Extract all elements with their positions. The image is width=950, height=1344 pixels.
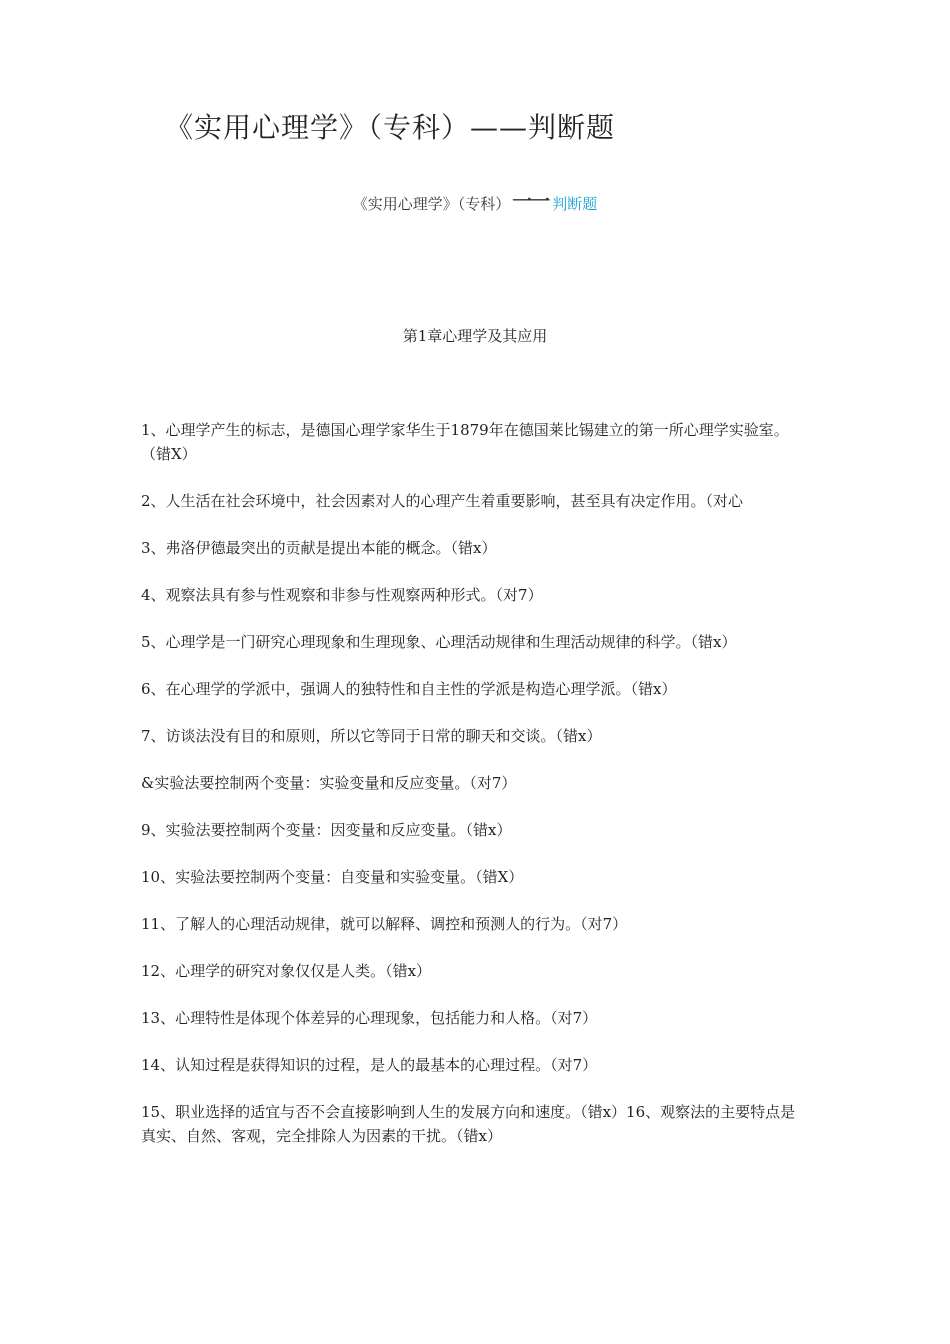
question-item: 9、实验法要控制两个变量：因变量和反应变量。（错x） (141, 821, 512, 839)
question-item: 4、观察法具有参与性观察和非参与性观察两种形式。（对7） (141, 586, 543, 604)
question-item: 11、了解人的心理活动规律，就可以解释、调控和预测人的行为。（对7） (141, 915, 628, 933)
question-item: 13、心理特性是体现个体差异的心理现象，包括能力和人格。（对7） (141, 1009, 598, 1027)
document-subtitle (0, 185, 950, 214)
question-item: 12、心理学的研究对象仅仅是人类。（错x） (141, 962, 432, 980)
subtitle-prefix: 《实用心理学》（专科） (352, 195, 511, 213)
question-item: 2、人生活在社会环境中，社会因素对人的心理产生着重要影响，甚至具有决定作用。（对心 (141, 492, 744, 510)
question-item: &实验法要控制两个变量：实验变量和反应变量。（对7） (141, 774, 517, 792)
chapter-heading: 第1章心理学及其应用 (402, 327, 548, 345)
question-item: 3、弗洛伊德最突出的贡献是提出本能的概念。（错x） (141, 539, 497, 557)
question-item: 14、认知过程是获得知识的过程，是人的最基本的心理过程。（对7） (141, 1056, 598, 1074)
subtitle-link[interactable]: 判断题 (552, 195, 598, 213)
question-item: 10、实验法要控制两个变量：自变量和实验变量。（错X） (141, 868, 524, 886)
question-item: 15、职业选择的适宜与否不会直接影响到人生的发展方向和速度。（错x）16、观察法的主要特点是真实、自然、客观，完全排除人为因素的干扰。（错x） (141, 1103, 796, 1145)
question-item: 1、心理学产生的标志，是德国心理学家华生于1879年在德国莱比锡建立的第一所心理学实验室。（错X） (141, 421, 789, 463)
document-title: 《实用心理学》（专科）——判断题 (165, 111, 616, 144)
question-item: 5、心理学是一门研究心理现象和生理现象、心理活动规律和生理活动规律的科学。（错x） (141, 633, 737, 651)
subtitle-dash: 一一 (512, 189, 549, 213)
question-item: 7、访谈法没有目的和原则，所以它等同于日常的聊天和交谈。（错x） (141, 727, 602, 745)
question-item: 6、在心理学的学派中，强调人的独特性和自主性的学派是构造心理学派。（错x） (141, 680, 677, 698)
question-list (141, 418, 809, 1171)
